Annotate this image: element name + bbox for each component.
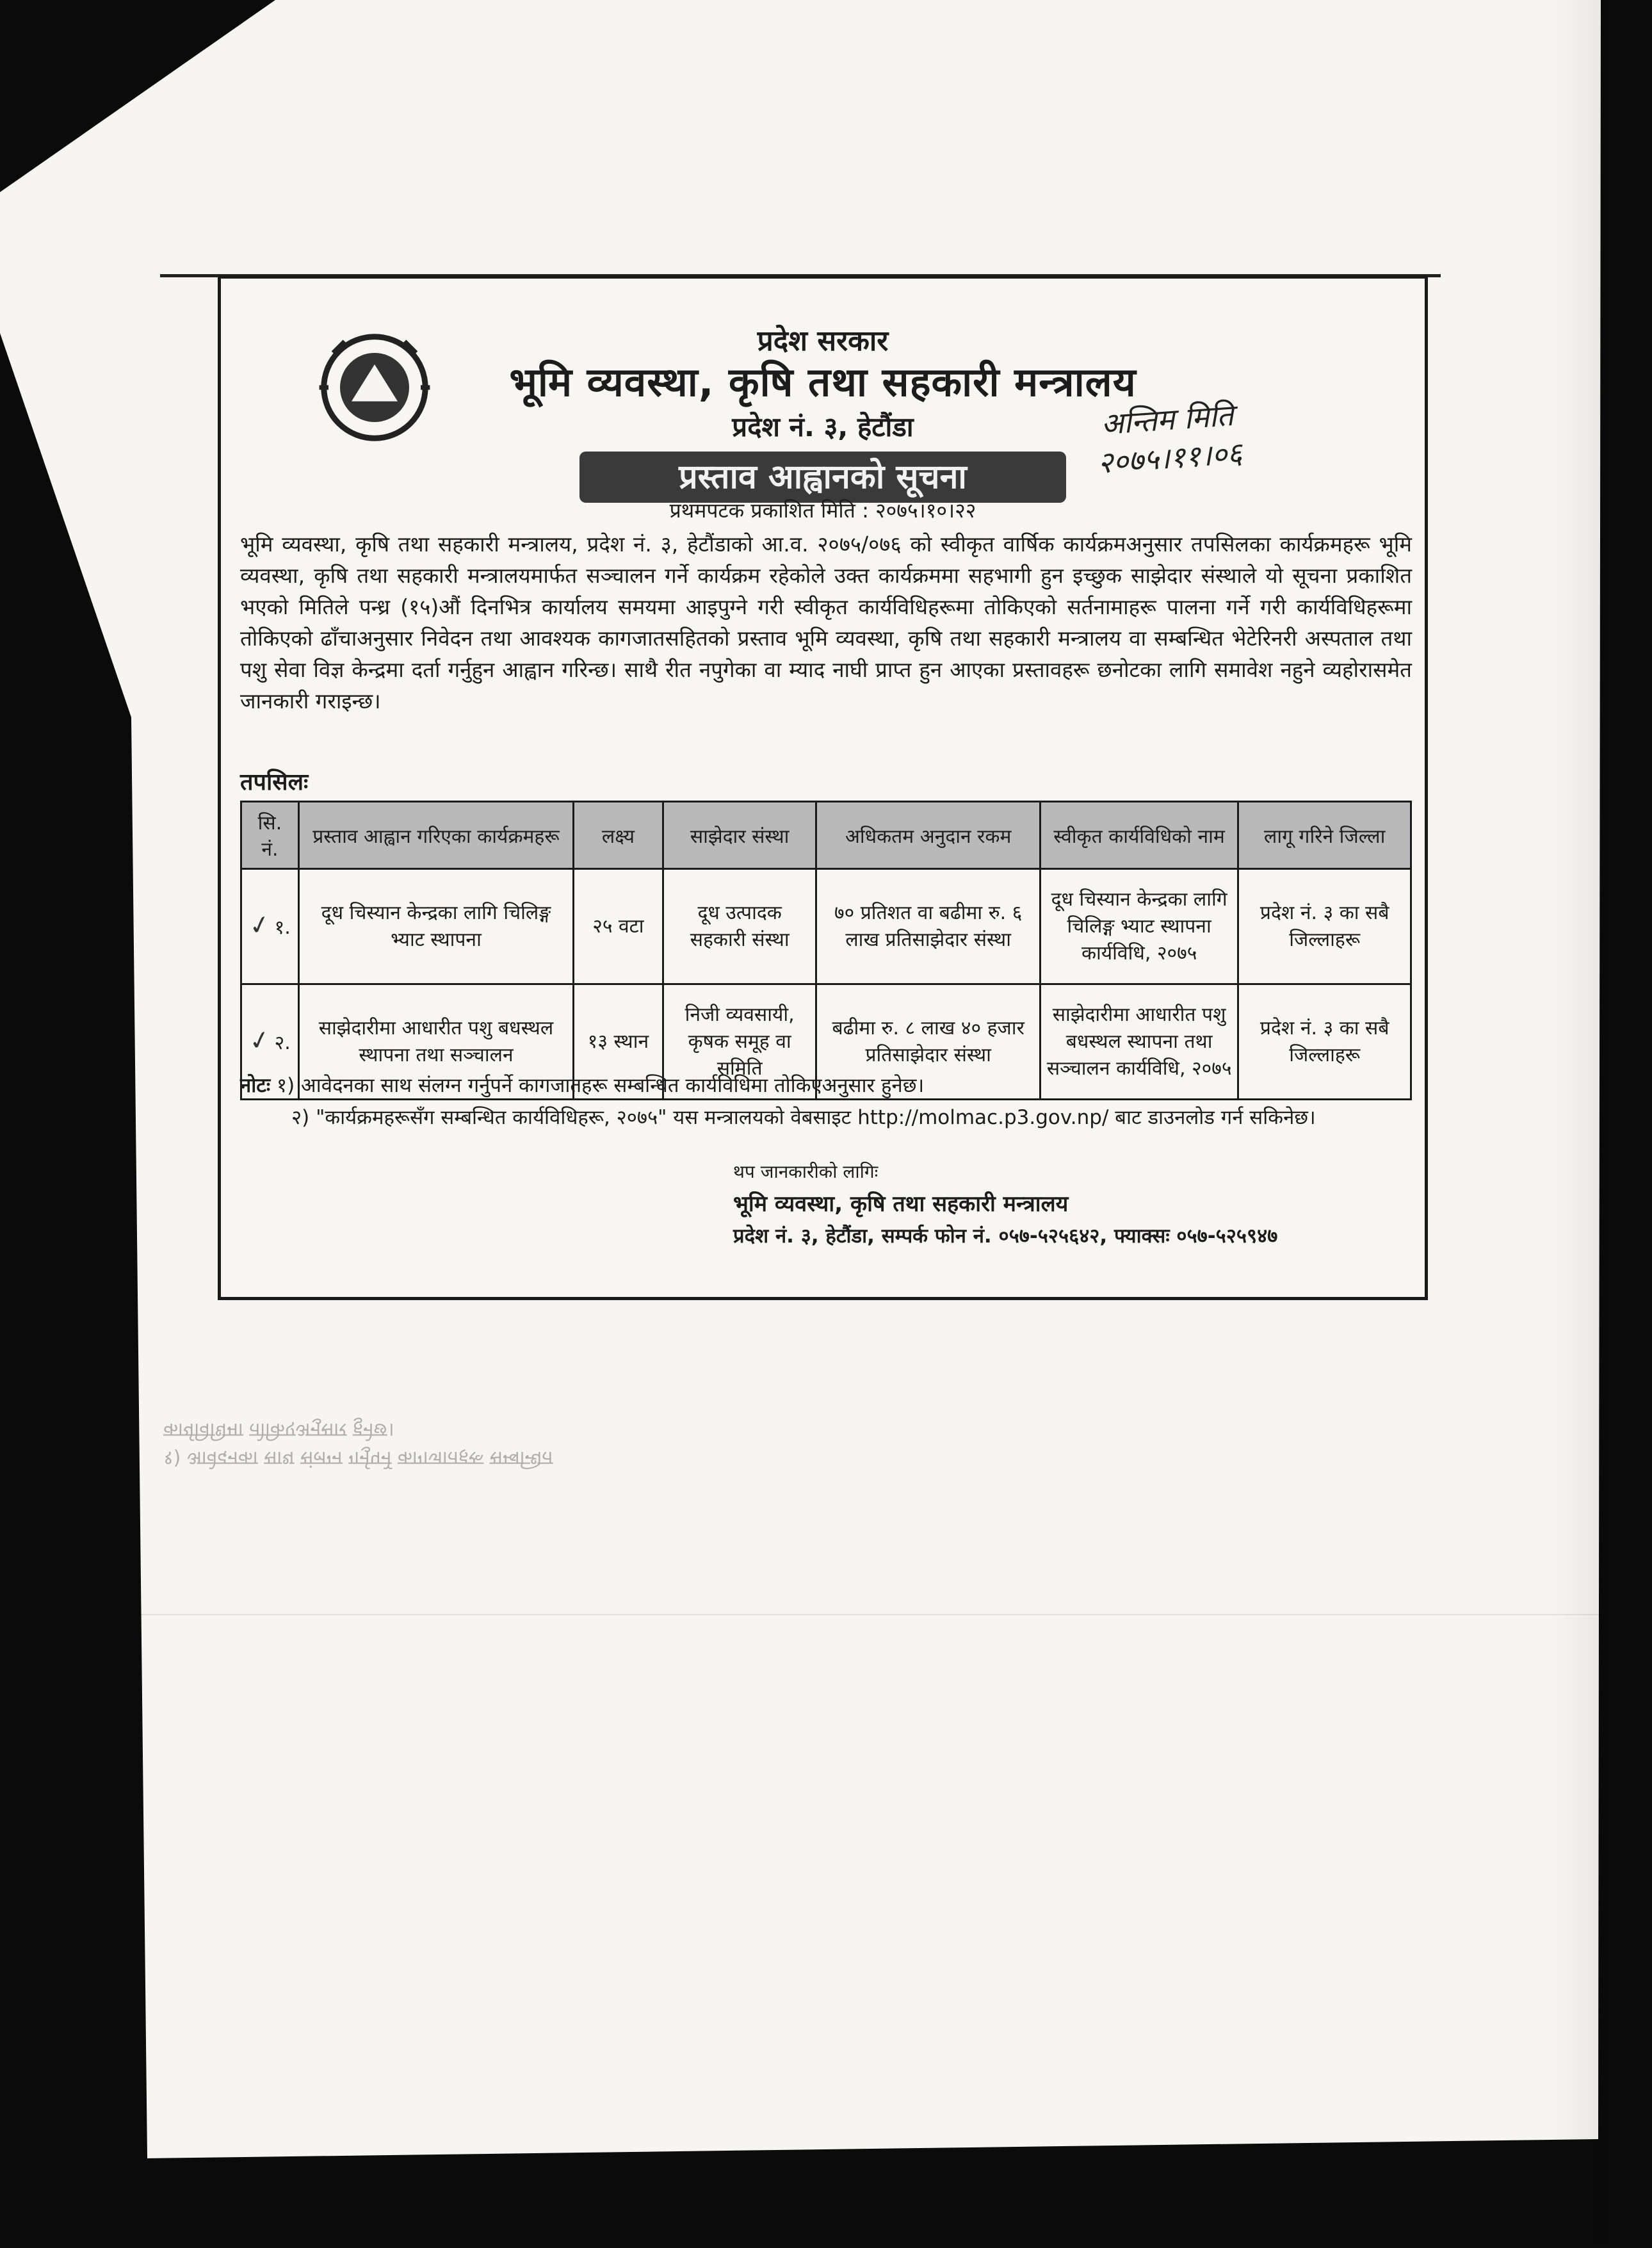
notes-label: नोटः bbox=[240, 1074, 271, 1097]
table-header-row bbox=[241, 802, 1411, 869]
table-cell: १३ स्थान bbox=[574, 984, 663, 1100]
contact-intro: थप जानकारीको लागिः bbox=[733, 1161, 879, 1182]
bleed-through-line: १) आवेदनका साथ संलग्न गर्नुपर्ने कागजातहरू सम्बन्धित कार्यविधिमा तोकिएअनुसार हुनेछ। bbox=[163, 1419, 553, 1469]
table-header: लागू गरिने जिल्ला bbox=[1238, 802, 1411, 869]
schedule-label: तपसिलः bbox=[240, 769, 309, 795]
table-cell: ७० प्रतिशत वा बढीमा रु. ६ लाख प्रतिसाझेदार संस्था bbox=[816, 869, 1040, 984]
table-cell: प्रदेश नं. ३ का सबै जिल्लाहरू bbox=[1238, 984, 1411, 1100]
table-cell: प्रदेश नं. ३ का सबै जिल्लाहरू bbox=[1238, 869, 1411, 984]
table-cell: दूध चिस्यान केन्द्रका लागि चिलिङ्ग भ्याट स्थापना bbox=[298, 869, 573, 984]
table-cell: निजी व्यवसायी, कृषक समूह वा समिति bbox=[663, 984, 816, 1100]
note-line bbox=[240, 1070, 1412, 1102]
table-header: लक्ष्य bbox=[574, 802, 663, 869]
table-header: अधिकतम अनुदान रकम bbox=[816, 802, 1040, 869]
note-line bbox=[240, 1102, 1412, 1134]
notes-section bbox=[240, 1070, 1412, 1134]
table-row bbox=[241, 869, 1411, 984]
table-cell bbox=[241, 869, 299, 984]
published-date: प्रथमपटक प्रकाशित मिति : २०७५।१०।२२ bbox=[669, 498, 976, 523]
paper-fold bbox=[134, 1614, 1601, 1615]
cell-text: २. bbox=[274, 1031, 291, 1054]
table-cell: साझेदारीमा आधारीत पशु बधस्थल स्थापना तथा सञ्चालन bbox=[298, 984, 573, 1100]
ministry-title: भूमि व्यवस्था, कृषि तथा सहकारी मन्त्रालय bbox=[509, 359, 1137, 405]
province-subtitle: प्रदेश नं. ३, हेटौंडा bbox=[732, 411, 914, 443]
table-header: प्रस्ताव आह्वान गरिएका कार्यक्रमहरू bbox=[298, 802, 573, 869]
table-header: स्वीकृत कार्यविधिको नाम bbox=[1040, 802, 1238, 869]
notice-header bbox=[221, 304, 1425, 503]
program-table bbox=[240, 801, 1412, 1100]
contact-block bbox=[733, 1156, 1412, 1252]
table-cell: साझेदारीमा आधारीत पशु बधस्थल स्थापना तथा सञ्चालन कार्यविधि, २०७५ bbox=[1040, 984, 1238, 1100]
table-cell: २५ वटा bbox=[574, 869, 663, 984]
table-cell: बढीमा रु. ८ लाख ४० हजार प्रतिसाझेदार संस्था bbox=[816, 984, 1040, 1100]
handwritten-date: २०७५।११।०६ bbox=[1096, 436, 1243, 480]
handwritten-label: अन्तिम मिति bbox=[1099, 397, 1235, 442]
table-cell: दूध चिस्यान केन्द्रका लागि चिलिङ्ग भ्याट स्थापना कार्यविधि, २०७५ bbox=[1040, 869, 1238, 984]
notice-body: भूमि व्यवस्था, कृषि तथा सहकारी मन्त्रालय, प्रदेश नं. ३, हेटौंडाको आ.व. २०७५/०७६ को स्वीकृत वार्षिक कार्यक्रमअनुसार तपसिलका कार्यक्रमहरू भूमि व्यवस्था, कृषि तथा सहकारी मन्त्रालयमार्फत सञ्चालन गर्ने कार्यक्रम रहेकोले उक्त कार्यक्रममा सहभागी हुन इच्छुक साझेदार संस्थाले यो सूचना प्रकाशित भएको मितिले पन्ध्र (१५)औं दिनभित्र कार्यालय समयमा आइपुग्ने गरी स्वीकृत कार्यविधिहरूमा तोकिएको सर्तनामाहरू पालना गर्ने गरी कार्यविधिहरूमा तोकिएको ढाँचाअनुसार निवेदन तथा आवश्यक कागजातसहितको प्रस्ताव भूमि व्यवस्था, कृषि तथा सहकारी मन्त्रालय वा सम्बन्धित भेटेरिनरी अस्पताल तथा पशु सेवा विज्ञ केन्द्रमा दर्ता गर्नुहुन आह्वान गरिन्छ। साथै रीत नपुगेका वा म्याद नाघी प्राप्त हुन आएका प्रस्तावहरू छनोटका लागि समावेश नहुने व्यहोरासमेत जानकारी गराइन्छ। bbox=[240, 532, 1412, 713]
note-item: २) "कार्यक्रमहरूसँग सम्बन्धित कार्यविधिहरू, २०७५" यस मन्त्रालयको वेबसाइट http://molmac.p3.gov.np/ बाट डाउनलोड गर्न सकिनेछ। bbox=[291, 1106, 1316, 1129]
table-header: साझेदार संस्था bbox=[663, 802, 816, 869]
table-header: सि. नं. bbox=[241, 802, 299, 869]
table-cell: दूध उत्पादक सहकारी संस्था bbox=[663, 869, 816, 984]
note-item: १) आवेदनका साथ संलग्न गर्नुपर्ने कागजातहरू सम्बन्धित कार्यविधिमा तोकिएअनुसार हुनेछ। bbox=[276, 1074, 925, 1097]
tick-mark-icon: ✓ bbox=[246, 908, 274, 942]
notice-banner: प्रस्ताव आह्वानको सूचना bbox=[579, 452, 1066, 503]
notice-box bbox=[218, 275, 1428, 1300]
cell-text: १. bbox=[274, 916, 291, 939]
bleed-through-text bbox=[163, 1415, 579, 1472]
government-title: प्रदेश सरकार bbox=[757, 325, 889, 357]
contact-address: प्रदेश नं. ३, हेटौंडा, सम्पर्क फोन नं. ०५७-५२५६४२, फ्याक्सः ०५७-५२५९४७ bbox=[733, 1225, 1278, 1248]
handwritten-deadline bbox=[1044, 392, 1292, 485]
tick-mark-icon: ✓ bbox=[246, 1023, 274, 1057]
contact-office: भूमि व्यवस्था, कृषि तथा सहकारी मन्त्रालय bbox=[733, 1191, 1069, 1217]
paper-edge-shadow bbox=[1550, 0, 1607, 2242]
